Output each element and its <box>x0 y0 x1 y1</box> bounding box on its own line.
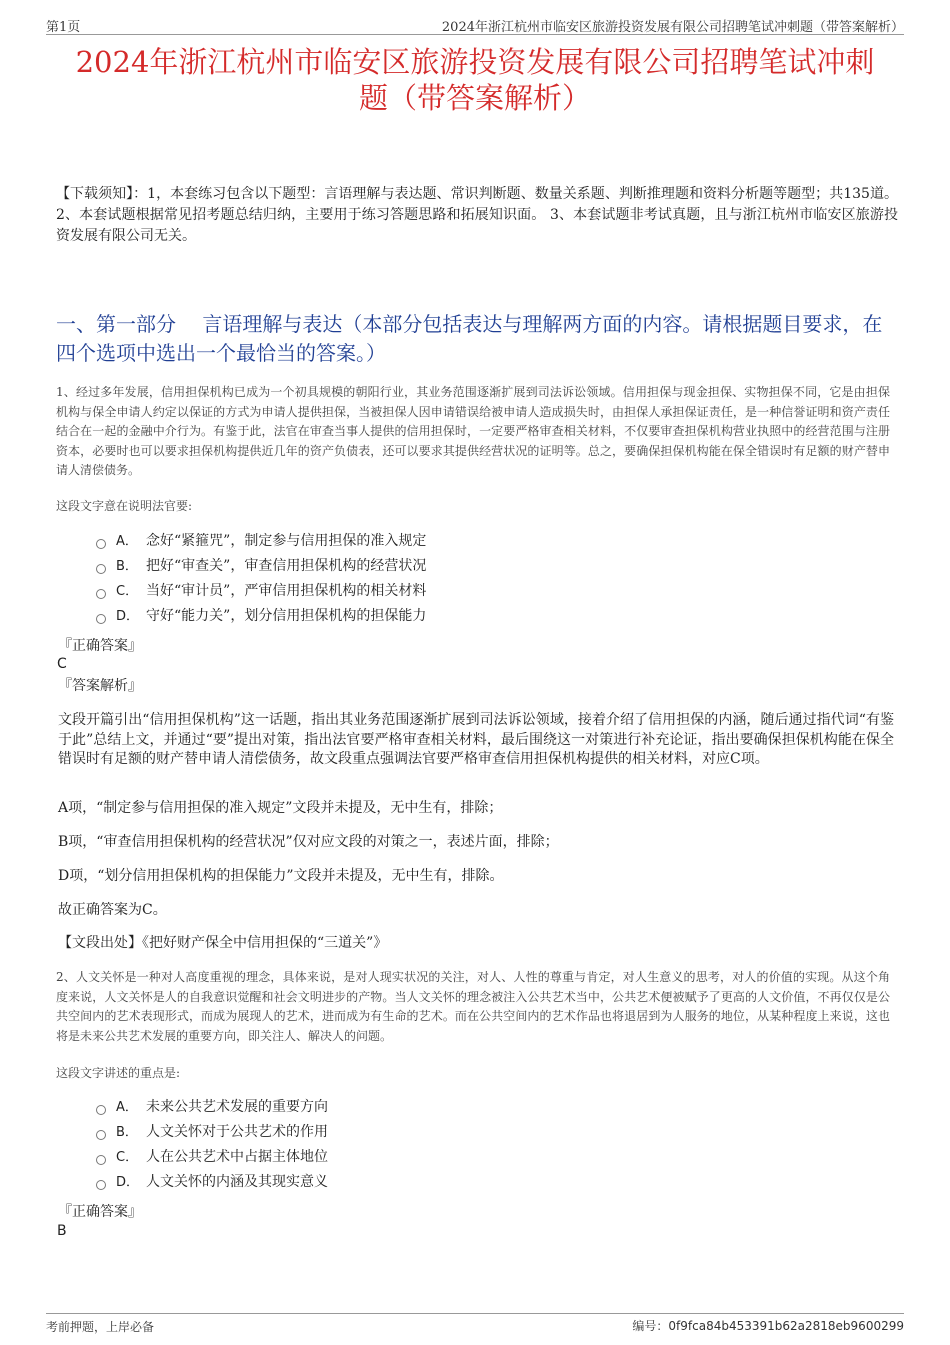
question-2-stem: 2、人文关怀是一种对人高度重视的理念，具体来说，是对人现实状况的关注，对人、人性的尊重与肯定，对人生意义的思考，对人的价值的实现。从这个角度来说，人文关怀是人的自我意识觉醒和社会文明进步的产物。当人文关怀的理念被注入公共艺术当中，公共艺术便被赋予了更高的人文价值，不再仅仅是公共空间内的艺术表现形式，而成为展现人的艺术，进而成为有生命的艺术。而在公共空间内的艺术作品也将退居到为人服务的地位，从某种程度上来说，这也将是未来公共艺术发展的重要方向，即关注人、解决人的问题。 <box>56 970 890 1043</box>
question-1-answer-label: 『正确答案』 <box>58 638 142 654</box>
footer-slogan: 考前押题，上岸必备 <box>46 1320 155 1334</box>
question-2-option-b[interactable] <box>96 1120 796 1145</box>
option-text: 念好“紧箍咒”，制定参与信用担保的准入规定 <box>146 533 427 549</box>
radio-button-icon[interactable] <box>96 1180 106 1190</box>
option-text: 当好“审计员”，严审信用担保机构的相关材料 <box>146 583 427 599</box>
option-letter: D． <box>116 1175 140 1190</box>
download-notice: 【下载须知】：1，本套练习包含以下题型：言语理解与表达题、常识判断题、数量关系题、判断推理题和资料分析题等题型；共135道。 2、本套试题根据常见招考题总结归纳，主要用于练习答题思路和拓展知识面。 3、本套试题非考试真题，且与浙江杭州市临安区旅游投资发展有限公司无关。 <box>56 186 898 244</box>
radio-button-icon[interactable] <box>96 614 106 624</box>
question-1-stem: 1、经过多年发展，信用担保机构已成为一个初具规模的朝阳行业，其业务范围逐渐扩展到司法诉讼领域。信用担保与现金担保、实物担保不同，它是由担保机构与保全申请人约定以保证的方式为申请人提供担保，当被担保人因申请错误给被申请人造成损失时，由担保人承担保证责任，是一种信誉证明和资产责任结合在一起的金融中介行为。有鉴于此，法官在审查当事人提供的信用担保时，一定要严格审查相关材料，不仅要审查担保机构营业执照中的经营范围与注册资本，必要时也可以要求担保机构提供近几年的资产负债表，还可以要求其提供经营状况的证明等。总之，要确保担保机构能在保全错误时有足额的财产替申请人清偿债务。 <box>56 385 890 477</box>
option-letter: A． <box>116 1100 138 1115</box>
title-line-1: 2024年浙江杭州市临安区旅游投资发展有限公司招聘笔试冲刺 <box>75 45 875 79</box>
question-2-option-a[interactable] <box>96 1095 796 1120</box>
question-2-answer-label: 『正确答案』 <box>58 1204 142 1220</box>
radio-button-icon[interactable] <box>96 1155 106 1165</box>
question-2-options <box>96 1095 796 1195</box>
page-number: 第1页 <box>46 20 81 35</box>
question-1-option-b[interactable] <box>96 554 796 579</box>
question-2-answer: B <box>57 1223 67 1239</box>
question-1-option-c[interactable] <box>96 579 796 604</box>
header-doc-title: 2024年浙江杭州市临安区旅游投资发展有限公司招聘笔试冲刺题（带答案解析） <box>441 20 904 35</box>
option-letter: A． <box>116 534 138 549</box>
option-letter: B． <box>116 559 138 574</box>
question-1-conclusion: 故正确答案为C。 <box>58 902 167 918</box>
footer-code-label: 编号： <box>632 1319 669 1333</box>
footer-code-block <box>632 1317 904 1334</box>
question-2-prompt: 这段文字讲述的重点是: <box>56 1066 181 1080</box>
radio-button-icon[interactable] <box>96 589 106 599</box>
radio-button-icon[interactable] <box>96 1105 106 1115</box>
question-1-analysis-label: 『答案解析』 <box>58 678 142 694</box>
footer-code: 0f9fca84b453391b62a2818eb9600299 <box>668 1319 904 1333</box>
radio-button-icon[interactable] <box>96 564 106 574</box>
question-1-answer: C <box>57 656 67 672</box>
document-title <box>46 44 904 116</box>
question-1-prompt: 这段文字意在说明法官要: <box>56 499 193 513</box>
title-line-2: 题（带答案解析） <box>358 81 591 115</box>
option-letter: C． <box>116 1150 139 1165</box>
question-1-analysis-b: B项，“审查信用担保机构的经营状况”仅对应文段的对策之一，表述片面，排除； <box>58 834 559 850</box>
option-letter: B． <box>116 1125 138 1140</box>
question-2-option-c[interactable] <box>96 1145 796 1170</box>
question-1-option-a[interactable] <box>96 529 796 554</box>
page-footer <box>46 1313 904 1336</box>
question-1-option-d[interactable] <box>96 604 796 629</box>
option-text: 人文关怀的内涵及其现实意义 <box>146 1174 328 1190</box>
question-1-analysis-d: D项，“划分信用担保机构的担保能力”文段并未提及，无中生有，排除。 <box>58 868 504 884</box>
question-1-options <box>96 529 796 629</box>
option-text: 把好“审查关”，审查信用担保机构的经营状况 <box>146 558 427 574</box>
option-text: 未来公共艺术发展的重要方向 <box>146 1099 328 1115</box>
question-1-analysis: 文段开篇引出“信用担保机构”这一话题，指出其业务范围逐渐扩展到司法诉讼领域，接着介绍了信用担保的内涵，随后通过指代词“有鉴于此”总结上文，并通过“要”提出对策，指出法官要严格审查相关材料，最后围绕这一对策进行补充论证，指出要确保担保机构能在保全错误时有足额的财产替申请人清偿债务，故文段重点强调法官要严格审查信用担保机构提供的相关材料，对应C项。 <box>58 712 894 767</box>
question-1-analysis-a: A项，“制定参与信用担保的准入规定”文段并未提及，无中生有，排除； <box>58 800 503 816</box>
question-2-option-d[interactable] <box>96 1170 796 1195</box>
page-header <box>46 14 904 35</box>
section-title: 一、第一部分 言语理解与表达（本部分包括表达与理解两方面的内容。请根据题目要求，在四个选项中选出一个最恰当的答案。） <box>56 312 883 365</box>
option-text: 人文关怀对于公共艺术的作用 <box>146 1124 328 1140</box>
question-1-source: 【文段出处】《把好财产保全中信用担保的“三道关”》 <box>58 935 388 951</box>
option-text: 守好“能力关”，划分信用担保机构的担保能力 <box>146 608 427 624</box>
option-text: 人在公共艺术中占据主体地位 <box>146 1149 328 1165</box>
option-letter: D． <box>116 609 140 624</box>
radio-button-icon[interactable] <box>96 1130 106 1140</box>
radio-button-icon[interactable] <box>96 539 106 549</box>
option-letter: C． <box>116 584 139 599</box>
